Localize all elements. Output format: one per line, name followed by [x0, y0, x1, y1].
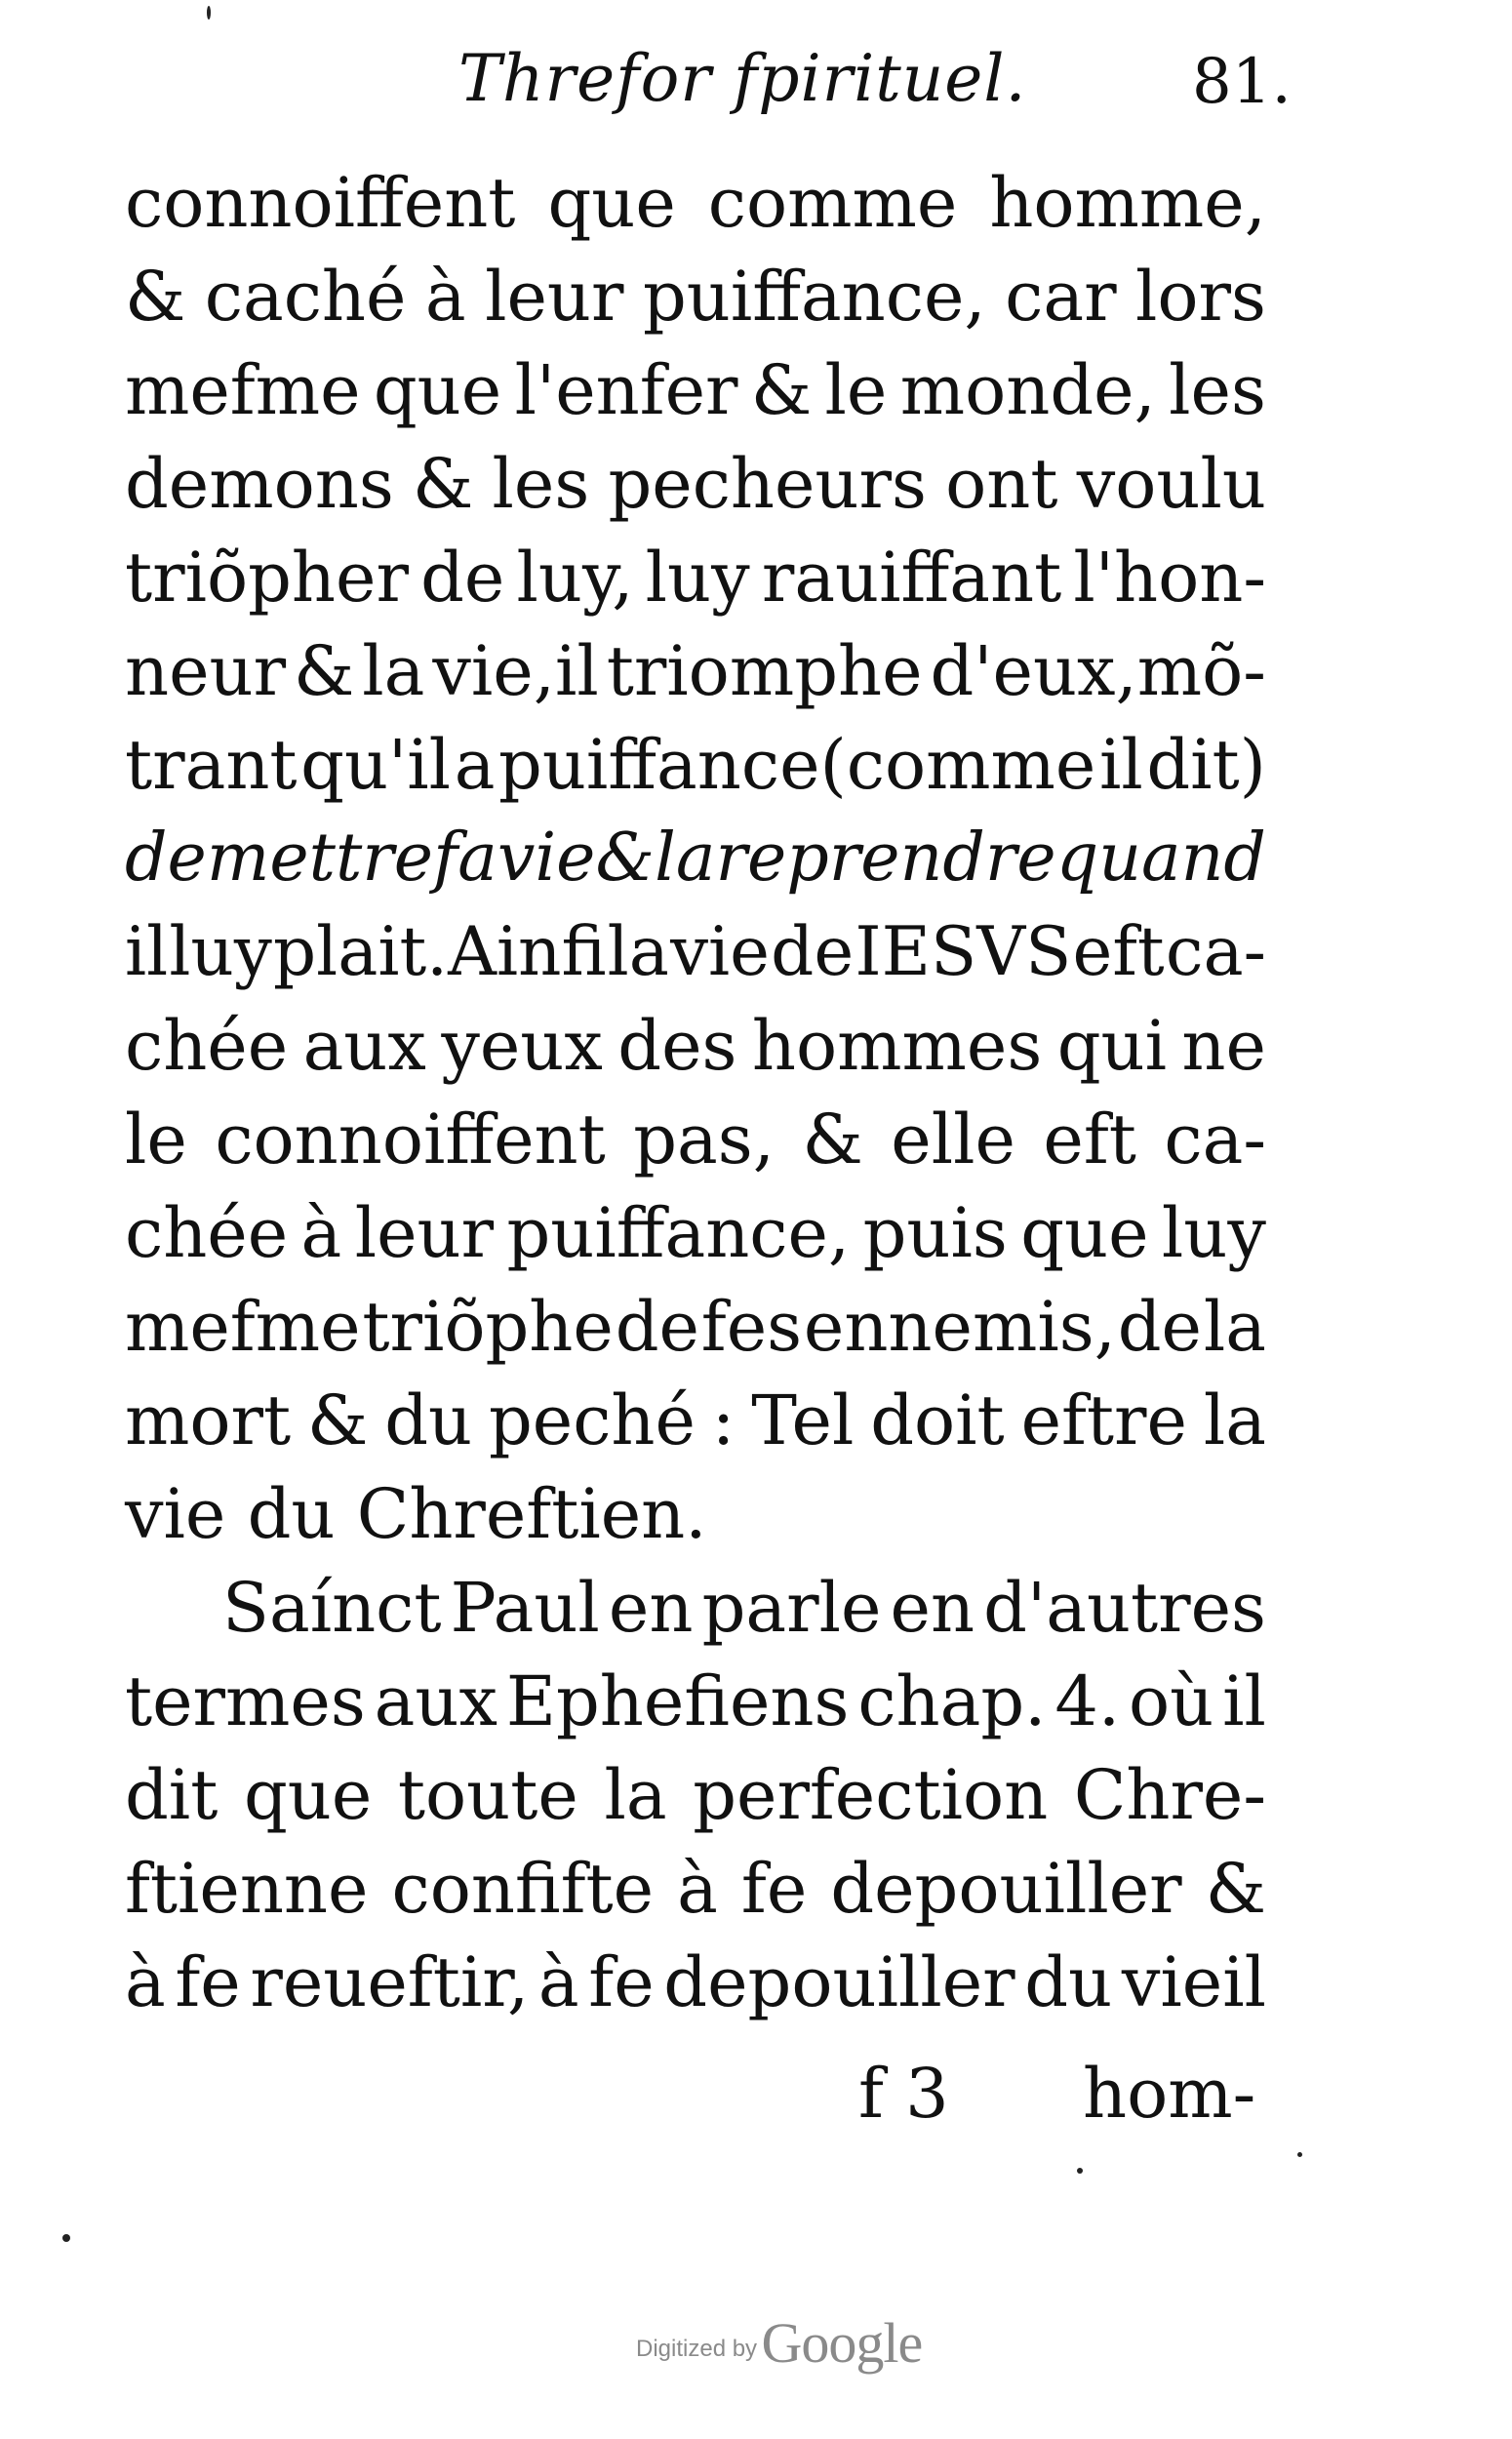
- word: de: [1117, 1287, 1202, 1367]
- word: luy,: [516, 538, 634, 618]
- word: mort: [125, 1380, 292, 1460]
- word: confifte: [391, 1849, 655, 1929]
- word: fes: [700, 1287, 803, 1367]
- word: fe: [588, 1942, 655, 2022]
- word: les: [492, 444, 590, 524]
- word: depouiller: [830, 1849, 1182, 1929]
- word: reprendre: [715, 820, 1056, 897]
- word: fe: [740, 1849, 808, 1929]
- word: puiffance(comme: [498, 725, 1096, 805]
- text-line: [125, 1280, 1266, 1374]
- scan-speck: [1077, 2168, 1083, 2174]
- word: vie: [497, 820, 596, 897]
- word: il: [1098, 725, 1143, 805]
- word: rauiffant: [761, 538, 1062, 618]
- page-number: 81.: [1192, 46, 1292, 118]
- word: qu'il: [300, 725, 452, 805]
- word: à: [300, 1193, 342, 1273]
- word: vieil: [1121, 1942, 1266, 2022]
- word: depouiller: [663, 1942, 1015, 2022]
- word: que: [373, 350, 502, 430]
- catchword: hom-: [1083, 2054, 1256, 2134]
- text-line: [125, 999, 1266, 1093]
- word: puiffance,: [506, 1193, 851, 1273]
- word: que: [1020, 1193, 1149, 1273]
- word: la: [362, 631, 425, 711]
- text-line-paragraph-start: [125, 1561, 1266, 1655]
- word: que: [547, 163, 676, 243]
- text-line-italic: [125, 812, 1266, 905]
- text-line: [125, 343, 1266, 437]
- text-line: [125, 531, 1266, 624]
- word: des: [617, 1006, 737, 1086]
- word: aux: [302, 1006, 426, 1086]
- word: &: [750, 350, 813, 430]
- word: leur: [354, 1193, 495, 1273]
- word: la: [1203, 1380, 1266, 1460]
- running-head: Threfor fpirituel.: [458, 41, 1027, 116]
- text-line: [125, 1936, 1266, 2029]
- word: yeux: [441, 1006, 603, 1086]
- text-line: [125, 1655, 1266, 1748]
- text-line: [125, 437, 1266, 531]
- text-block: [125, 156, 1266, 2029]
- text-line-paragraph-end: [125, 1467, 1266, 1561]
- word: que: [243, 1755, 373, 1835]
- word: quand: [1055, 820, 1266, 897]
- text-line: [125, 1186, 1266, 1280]
- digitized-watermark: [636, 2310, 922, 2376]
- word: d'eux,mõ-: [930, 631, 1266, 711]
- word: luy: [169, 913, 272, 991]
- word: de: [125, 820, 207, 897]
- word: toute: [397, 1755, 578, 1835]
- word: reueftir,: [250, 1942, 530, 2022]
- word: &: [294, 631, 355, 711]
- watermark-prefix: Digitized by: [636, 2336, 758, 2362]
- word: vie,il: [432, 631, 599, 711]
- word: fe: [175, 1942, 241, 2022]
- word: luy: [645, 538, 750, 618]
- word: parle: [701, 1568, 882, 1648]
- word: &: [412, 444, 474, 524]
- word: il: [125, 913, 169, 991]
- scan-speck: [207, 6, 211, 20]
- text-line: [125, 156, 1266, 250]
- word: elle: [891, 1100, 1015, 1180]
- word: l'hon-: [1073, 538, 1266, 618]
- text-line: [125, 624, 1266, 718]
- word: perfection: [693, 1755, 1049, 1835]
- word: trant: [125, 725, 298, 805]
- word: le: [824, 350, 888, 430]
- word: chap.: [857, 1661, 1047, 1741]
- scan-speck: [62, 2234, 70, 2242]
- catch-line: [0, 2047, 1512, 2140]
- word: eft: [1043, 1100, 1136, 1180]
- word: ftienne: [125, 1849, 369, 1929]
- word: mefme: [125, 350, 361, 430]
- word: il: [1222, 1661, 1266, 1741]
- word: de: [615, 1287, 699, 1367]
- word: &: [595, 820, 655, 897]
- word: caché: [204, 257, 407, 337]
- word: pecheurs: [608, 444, 927, 524]
- text-line: [125, 1093, 1266, 1186]
- word: voulu: [1076, 444, 1266, 524]
- word: vie: [670, 913, 770, 991]
- word: dit): [1146, 725, 1266, 805]
- word: 4.: [1054, 1661, 1121, 1741]
- word: ennemis,: [803, 1287, 1116, 1367]
- word: &: [802, 1100, 863, 1180]
- word: Tel: [751, 1380, 855, 1460]
- word: du: [384, 1380, 473, 1460]
- word: la: [1203, 1287, 1266, 1367]
- word: de: [420, 538, 505, 618]
- word: comme: [707, 163, 958, 243]
- word: la: [604, 1755, 667, 1835]
- word: mefme: [125, 1287, 361, 1367]
- word: leur: [485, 257, 624, 337]
- word: de: [771, 913, 855, 991]
- word: chée: [125, 1193, 289, 1273]
- word: connoiffent: [125, 163, 516, 243]
- word: car: [1005, 257, 1117, 337]
- word: chée: [125, 1006, 289, 1086]
- word: à: [424, 257, 466, 337]
- word: &: [1205, 1849, 1266, 1929]
- word: a: [454, 725, 496, 805]
- word: homme,: [989, 163, 1266, 243]
- word: où: [1129, 1661, 1214, 1741]
- word: à: [125, 1942, 166, 2022]
- word: l'enfer: [514, 350, 738, 430]
- word: triõpher: [125, 538, 409, 618]
- word: neur: [125, 631, 287, 711]
- word: triõphe: [362, 1287, 614, 1367]
- text-line: [125, 1748, 1266, 1842]
- word: ne: [1181, 1006, 1266, 1086]
- word: &: [125, 257, 186, 337]
- word: IESVS: [855, 913, 1072, 991]
- word: en: [890, 1568, 975, 1648]
- word: dit: [125, 1755, 219, 1835]
- text-line: [125, 718, 1266, 812]
- google-logo: Google: [761, 2311, 923, 2375]
- word: doit: [870, 1380, 1005, 1460]
- word: du: [1024, 1942, 1113, 2022]
- word: puiffance,: [642, 257, 986, 337]
- scan-speck: [1297, 2152, 1302, 2157]
- word: Paul: [450, 1568, 600, 1648]
- word: plait.Ainfi: [273, 913, 607, 991]
- word: hommes: [751, 1006, 1043, 1086]
- word: termes: [125, 1661, 366, 1741]
- word: &: [307, 1380, 369, 1460]
- word: en: [608, 1568, 694, 1648]
- line-text: vie du Chreftien.: [125, 1474, 707, 1554]
- word: eft: [1072, 913, 1165, 991]
- text-line: [125, 905, 1266, 999]
- word: à: [537, 1942, 579, 2022]
- word: les: [1169, 350, 1266, 430]
- word: Chre-: [1073, 1755, 1266, 1835]
- word: demons: [125, 444, 394, 524]
- word: Ephefiens: [505, 1661, 850, 1741]
- word: la: [607, 913, 669, 991]
- word: mettre: [206, 820, 434, 897]
- word: ca-: [1165, 913, 1266, 991]
- text-line: [125, 250, 1266, 343]
- word: fa: [433, 820, 497, 897]
- word: ont: [945, 444, 1058, 524]
- word: la: [655, 820, 716, 897]
- word: aux: [374, 1661, 497, 1741]
- word: :: [711, 1380, 736, 1460]
- word: eftre: [1020, 1380, 1187, 1460]
- word: pas,: [633, 1100, 775, 1180]
- word: Saínct: [222, 1568, 442, 1648]
- text-line: [125, 1374, 1266, 1467]
- word: triomphe: [606, 631, 923, 711]
- word: connoiffent: [215, 1100, 606, 1180]
- word: monde,: [899, 350, 1156, 430]
- word: peché: [488, 1380, 696, 1460]
- word: d'autres: [983, 1568, 1266, 1648]
- word: le: [125, 1100, 187, 1180]
- word: ca-: [1164, 1100, 1266, 1180]
- word: qui: [1056, 1006, 1167, 1086]
- signature-mark: f 3: [858, 2054, 949, 2134]
- text-line: [125, 1842, 1266, 1936]
- word: lors: [1135, 257, 1266, 337]
- word: à: [677, 1849, 718, 1929]
- word: luy: [1161, 1193, 1266, 1273]
- word: puis: [862, 1193, 1008, 1273]
